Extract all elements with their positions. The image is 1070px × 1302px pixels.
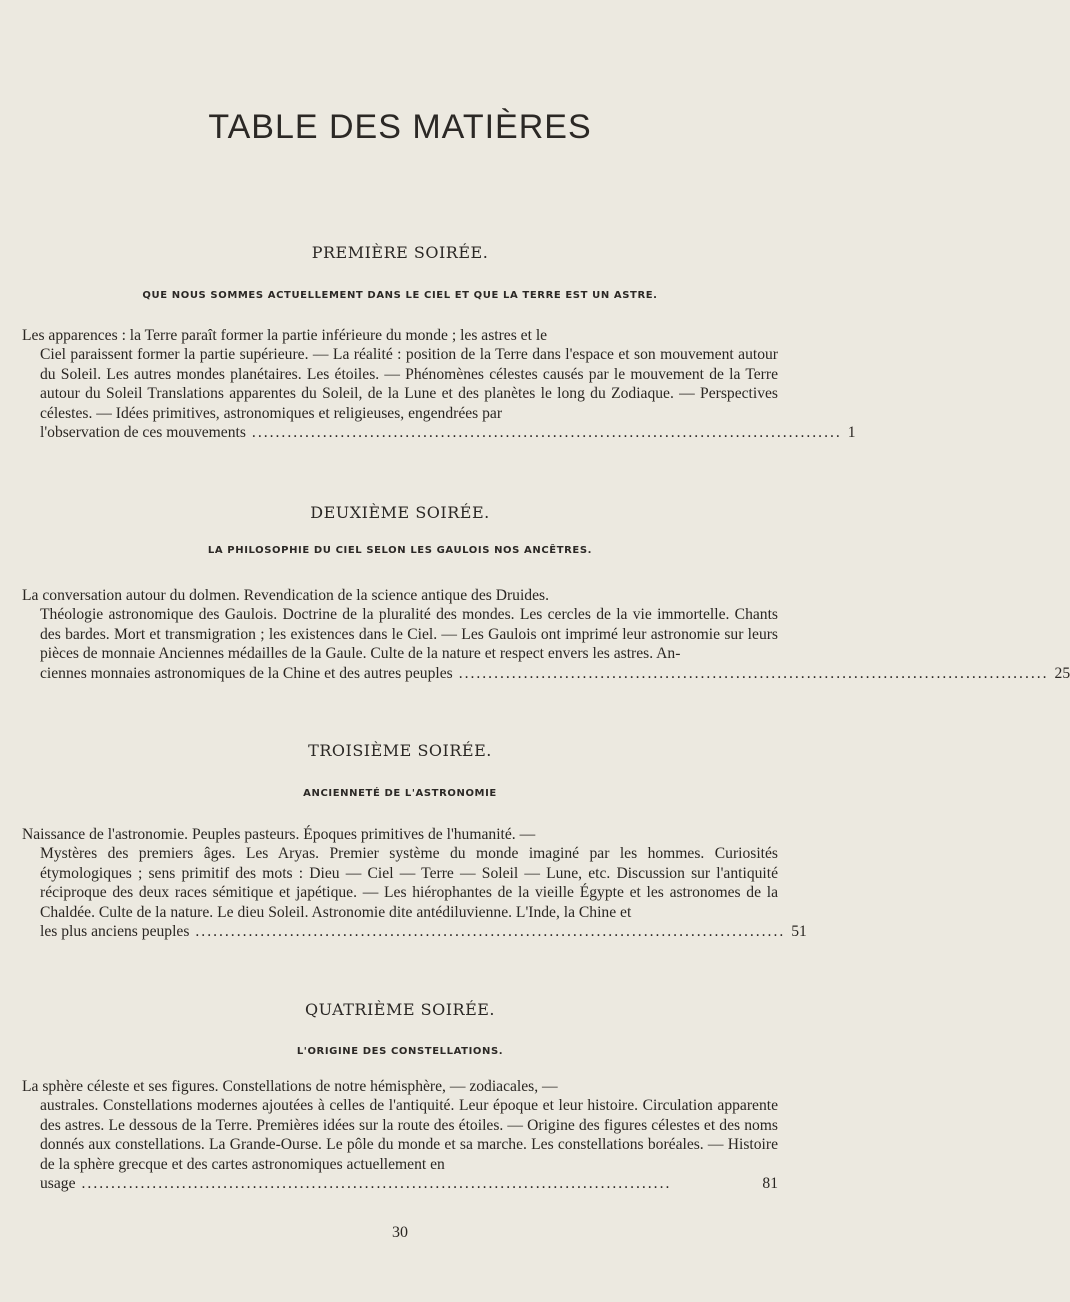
- section-4-summary-last-line: usage: [40, 1175, 76, 1193]
- section-4-heading: QUATRIÈME SOIRÉE.: [304, 1000, 496, 1019]
- section-1-subheading: QUE NOUS SOMMES ACTUELLEMENT DANS LE CIEL ET QUE LA TERRE EST UN ASTRE.: [142, 290, 658, 301]
- page-title: TABLE DES MATIÈRES: [208, 108, 592, 146]
- section-2-summary: [22, 586, 1070, 683]
- section-4-page-number: 81: [762, 1175, 778, 1193]
- section-2-heading: DEUXIÈME SOIRÉE.: [310, 503, 490, 522]
- section-3-summary-body: Mystères des premiers âges. Les Aryas. Premier système du monde imaginé par les hommes. Curiosités étymologiques ; sens primitif des mots : Dieu — Ciel — Terre — Soleil — Lune, etc. Discussion sur l'antiquité réciproque des deux races sémitique et japétique. — Les hiérophantes de la vieille Égypte et les astronomes de la Chaldée. Culte de la nature. Le dieu Soleil. Astronomie dite antédiluvienne. L'Inde, la Chine et: [40, 845, 778, 921]
- section-3-toc-line: [22, 922, 807, 941]
- section-4-summary: [22, 1077, 778, 1193]
- footer-page-number: 30: [392, 1224, 408, 1241]
- section-4-dot-leader: ....................................................................................................: [81, 1175, 672, 1193]
- section-1-page-number: 1: [847, 424, 856, 442]
- section-2-dot-leader: ....................................................................................................: [458, 664, 1049, 682]
- section-4-summary-first-line: La sphère céleste et ses figures. Constellations de notre hémisphère, — zodiacales, —: [22, 1078, 558, 1095]
- section-3-summary: [22, 825, 807, 941]
- section-2-summary-last-line: ciennes monnaies astronomiques de la Chine et des autres peuples: [40, 664, 453, 682]
- section-1-summary: [22, 326, 856, 442]
- section-1-summary-first-line: Les apparences : la Terre paraît former la partie inférieure du monde ; les astres et le: [22, 327, 548, 344]
- section-1-heading: PREMIÈRE SOIRÉE.: [311, 243, 489, 262]
- section-2-page-number: 25: [1054, 664, 1070, 682]
- section-1-dot-leader: ....................................................................................................: [251, 424, 842, 442]
- section-3-heading: TROISIÈME SOIRÉE.: [308, 741, 492, 760]
- section-1-toc-line: [22, 423, 856, 442]
- section-1-summary-last-line: l'observation de ces mouvements: [40, 424, 246, 442]
- section-3-summary-last-line: les plus anciens peuples: [40, 923, 190, 941]
- section-4-toc-line: [22, 1174, 778, 1193]
- section-1-summary-body: Ciel paraissent former la partie supérieure. — La réalité : position de la Terre dans l'espace et son mouvement autour du Soleil. Les autres mondes planétaires. Les étoiles. — Phénomènes célestes causés par le mouvement de la Terre autour du Soleil Translations apparentes du Soleil, de la Lune et des planètes le long du Zodiaque. — Perspectives célestes. — Idées primitives, astronomiques et religieuses, engendrées par: [40, 346, 778, 422]
- section-2-summary-first-line: La conversation autour du dolmen. Revendication de la science antique des Druides.: [22, 587, 549, 604]
- section-2-toc-line: [22, 664, 1070, 683]
- section-2-subheading: LA PHILOSOPHIE DU CIEL SELON LES GAULOIS NOS ANCÊTRES.: [207, 545, 593, 556]
- section-2-summary-body: Théologie astronomique des Gaulois. Doctrine de la pluralité des mondes. Les cercles de la vie immortelle. Chants des bardes. Mort et transmigration ; les existences dans le Ciel. — Les Gaulois ont imprimé leur astronomie sur leurs pièces de monnaie Anciennes médailles de la Gaule. Culte de la nature et respect envers les astres. An-: [40, 606, 778, 663]
- section-3-summary-first-line: Naissance de l'astronomie. Peuples pasteurs. Époques primitives de l'humanité. —: [22, 826, 536, 843]
- section-4-summary-body: australes. Constellations modernes ajoutées à celles de l'antiquité. Leur époque et leur histoire. Circulation apparente des astres. Le dessous de la Terre. Premières idées sur la route des étoiles. — Origine des figures célestes et des noms donnés aux constellations. La Grande-Ourse. Le pôle du monde et sa marche. Les constellations boréales. — Histoire de la sphère grecque et des cartes astronomiques actuellement en: [40, 1097, 778, 1173]
- section-3-page-number: 51: [791, 923, 807, 941]
- section-4-subheading: L'ORIGINE DES CONSTELLATIONS.: [296, 1046, 504, 1057]
- section-3-dot-leader: ....................................................................................................: [195, 923, 786, 941]
- section-3-subheading: ANCIENNETÉ DE L'ASTRONOMIE: [303, 788, 497, 799]
